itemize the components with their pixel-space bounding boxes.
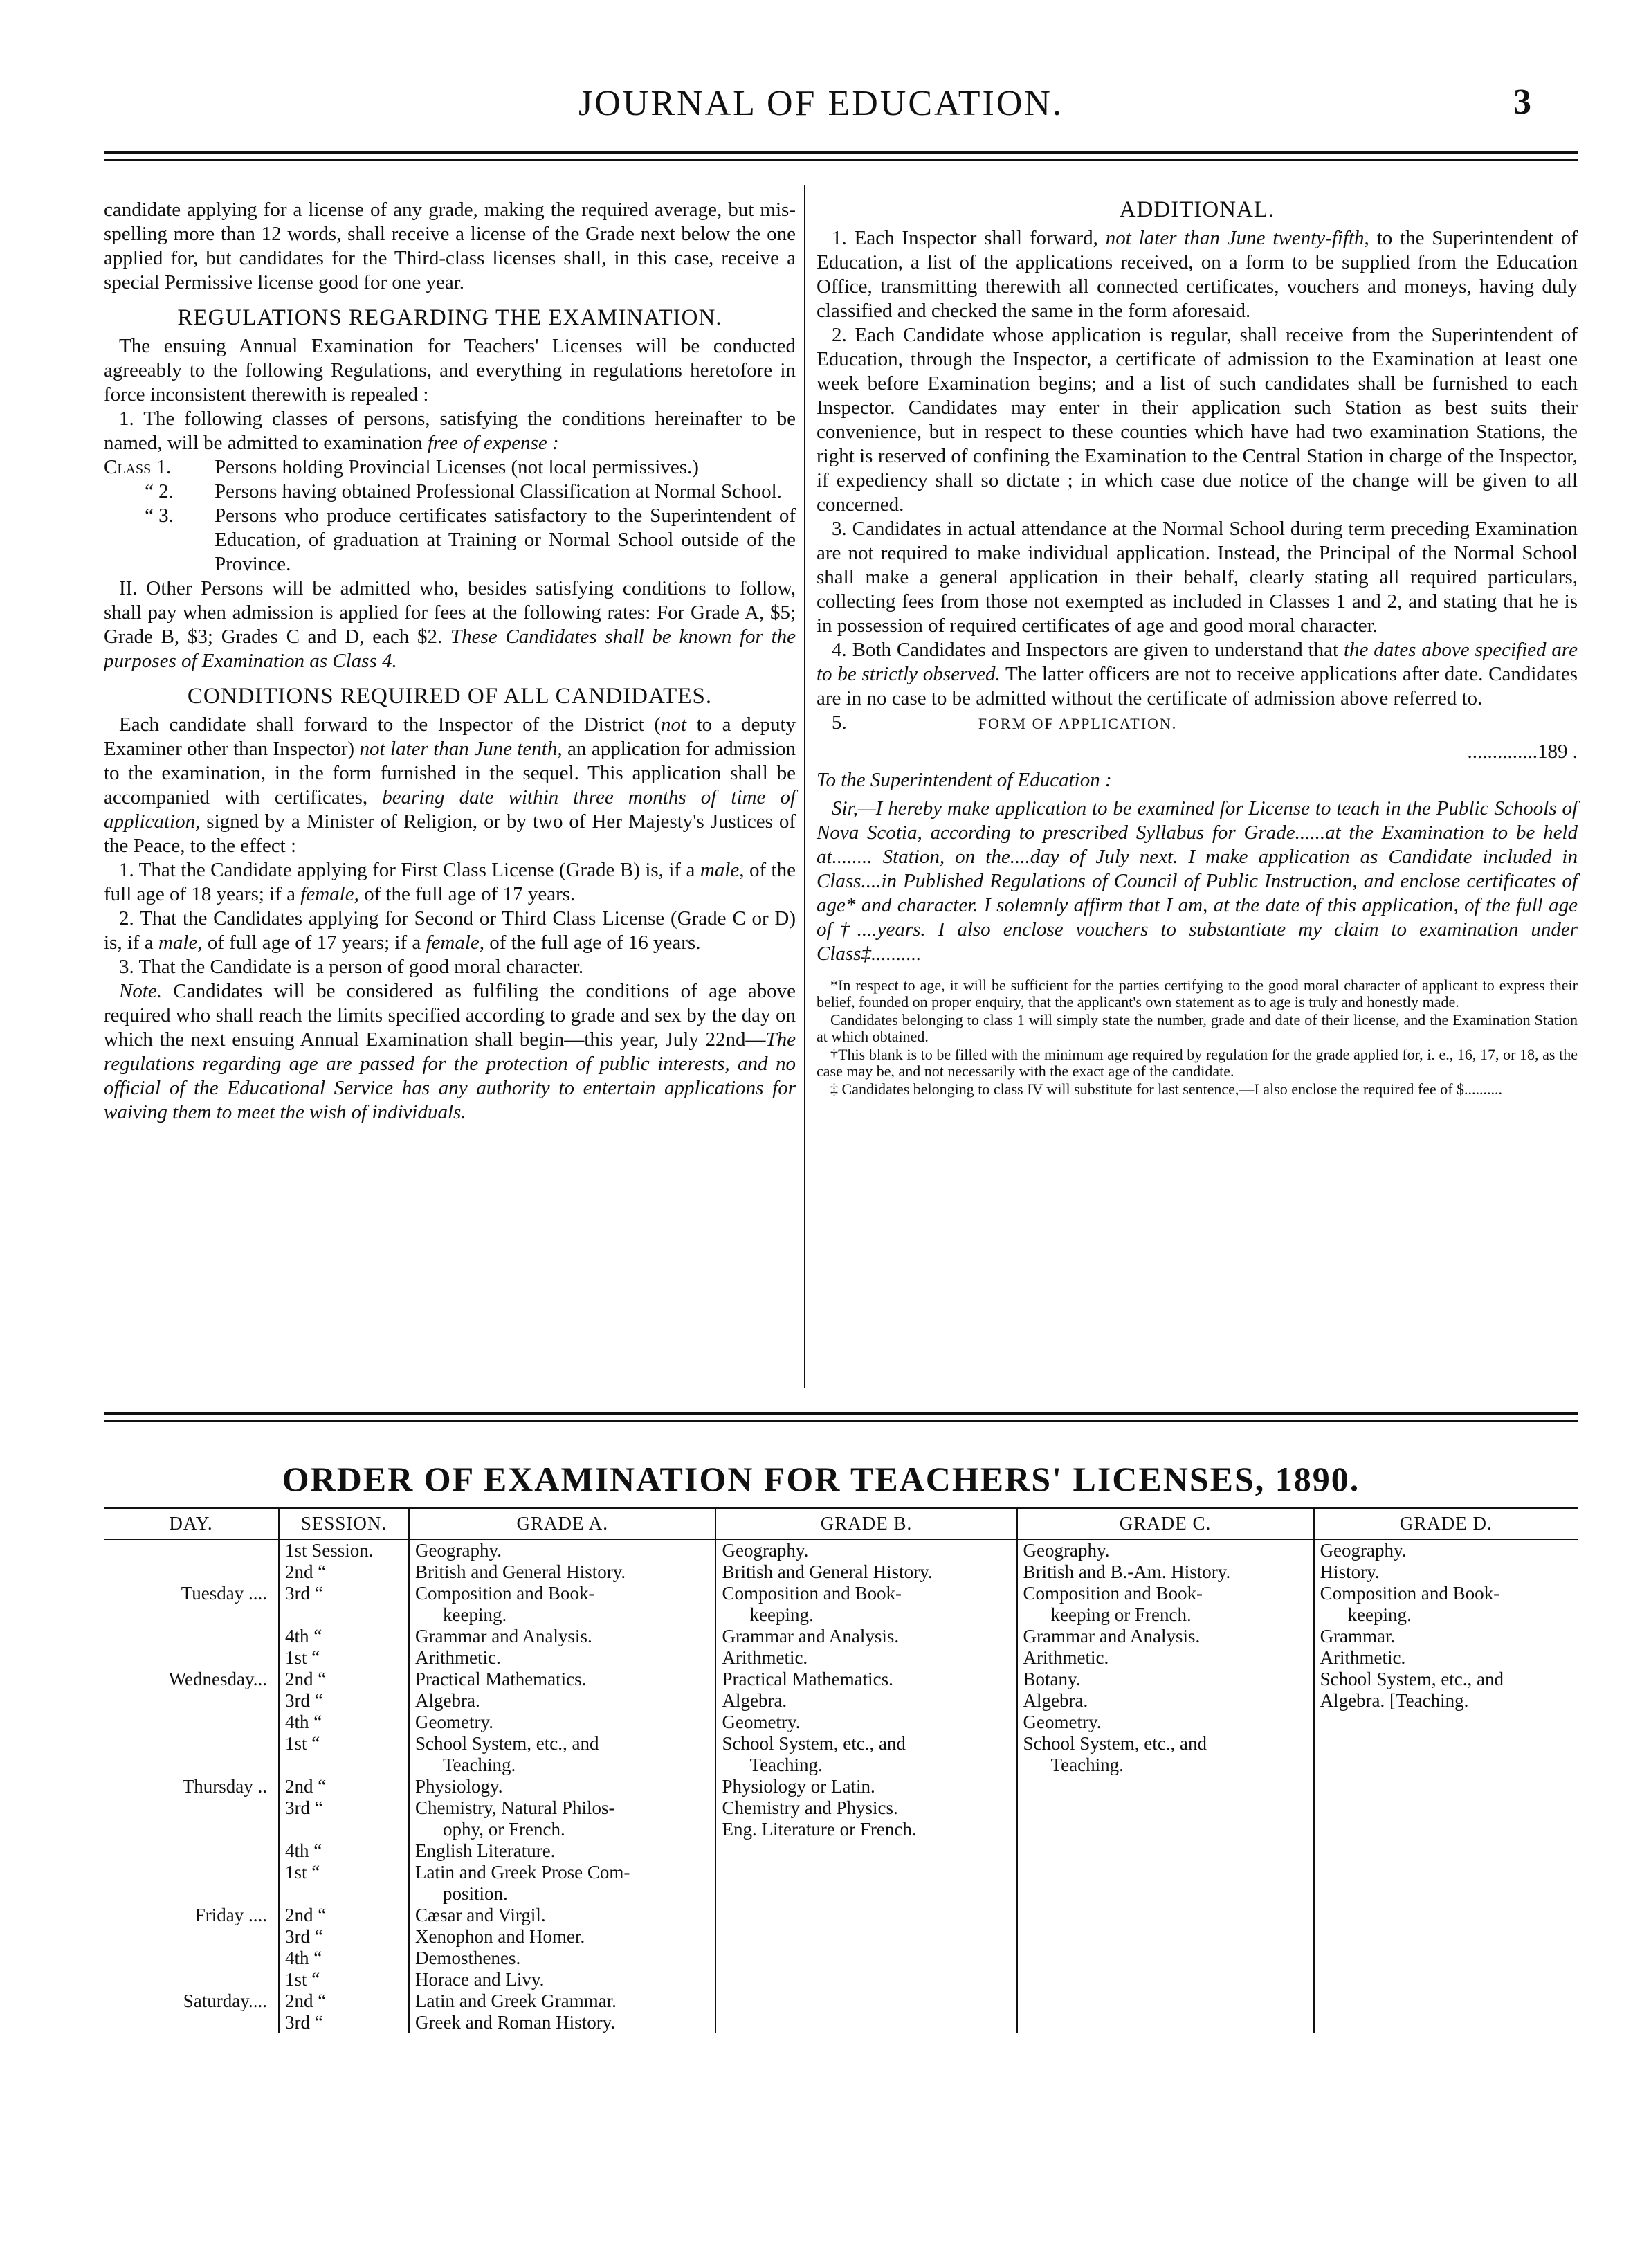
column-header-grade-c: GRADE C. [1017,1508,1314,1539]
regulations-paragraph: The ensuing Annual Examination for Teachers' Licenses will be conducted agreeably to the following Regulations, and everything in regulations heretofore in force inconsistent therewith is repealed : [104,335,796,406]
grade-c-cell [1017,1969,1314,2033]
schedule-rule-thin [104,1420,1578,1422]
subject-entry: School System, etc., and [1320,1669,1504,1689]
grade-a-cell [409,1862,715,1969]
additional-item-2: 2. Each Candidate whose application is regular, shall receive from the Superintendent of Education, through the Inspector, a certificate of admission to the Examination at least one week before Examination begins; and a list of such candidates shall be furnished to each Inspector. Candidates may enter in their application such Station as best suits their convenience, but in respect to these counties which have had two examination Stations, the right is reserved of confining the Examination to the Central Station in charge of the Inspector, if expediency shall so dictate ; in which case due notice of the change will be given to all concerned. [817,324,1578,516]
session-label [285,1754,403,1776]
session-label: 3rd “ [285,1690,323,1711]
session-cell [279,1862,409,1969]
session-label: 2nd “ [285,1990,327,2011]
schedule-rule [104,1412,1578,1415]
subject-entry: British and B.-Am. History. [1023,1561,1231,1582]
subject-entry: Xenophon and Homer. [415,1926,585,1947]
session-label: 2nd “ [285,1669,327,1689]
subject-entry: Algebra. [722,1690,787,1711]
day-cell [104,1733,279,1862]
grade-c-cell [1017,1733,1314,1862]
subject-entry: Composition and Book- [1320,1583,1500,1604]
regulations-item-1: 1. The following classes of persons, satisfying the conditions hereinafter to be named, will be admitted to examination free of expense : [104,408,796,454]
regulations-item-2: II. Other Persons will be admitted who, besides satisfying conditions to follow, shall pay when admission is applied for fees at the following rates: For Grade A, $5; Grade B, $3; Grades C and D, each $2. These Candidates shall be known for the purposes of Examination as Class 4. [104,577,796,672]
column-header-grade-a: GRADE A. [409,1508,715,1539]
session-label: 3rd “ [285,2012,323,2033]
subject-entry: School System, etc., and [1023,1733,1207,1754]
subject-entry: keeping or French. [1050,1604,1192,1625]
session-label: 4th “ [285,1626,322,1646]
footnotes [817,977,1578,1098]
subject-entry: Grammar and Analysis. [1023,1626,1201,1646]
day-cell [104,1969,279,2033]
subject-entry: Demosthenes. [415,1948,521,1968]
session-label [285,1883,403,1905]
subject-entry: ophy, or French. [443,1819,565,1840]
session-cell [279,1969,409,2033]
conditions-heading: CONDITIONS REQUIRED OF ALL CANDIDATES. [187,684,713,709]
footnote-age: *In respect to age, it will be sufficient for the parties certifying to the good moral character of applicant to express their belief, founded on proper enquiry, that the applicant's own statement as to age is truly and honestly made. [817,977,1578,1010]
form-addressee: To the Superintendent of Education : [817,769,1112,791]
note-paragraph: Note. Candidates will be considered as fulfiling the conditions of age above required who shall reach the limits specified according to grade and sex by the day on which the next ensuing Annual Examination shall begin—this year, July 22nd—The regulations regarding age are passed for the protection of public interests, and no official of the Educational Service has any authority to entertain applications for waiving them to meet the wish of individuals. [104,980,796,1123]
grade-d-cell [1314,1539,1578,1647]
column-header-session: SESSION. [279,1508,409,1539]
subject-entry: Eng. Literature or French. [722,1819,917,1840]
footnote-class-1: Candidates belonging to class 1 will simply state the number, grade and date of their license, and the Examination Station at which obtained. [817,1011,1578,1045]
schedule-body [104,1539,1578,2033]
schedule-day-row [104,1539,1578,1647]
header-rule-thin [104,159,1578,161]
journal-title: JOURNAL OF EDUCATION. [578,84,1064,123]
subject-entry: Practical Mathematics. [722,1669,893,1689]
schedule-day-row [104,1862,1578,1969]
day-label: Friday .... [194,1905,267,1925]
column-divider [804,185,805,1388]
condition-2: 2. That the Candidates applying for Second or Third Class License (Grade C or D) is, if a male, of full age of 17 years; if a female, of the full age of 16 years. [104,907,796,954]
session-label: 2nd “ [285,1776,327,1797]
subject-entry: Algebra. [415,1690,480,1711]
subject-entry: Teaching. [443,1754,516,1775]
form-date-line: ..............189 . [1467,741,1578,763]
subject-entry: School System, etc., and [722,1733,906,1754]
footnote-minimum-age: †This blank is to be filled with the minimum age required by regulation for the grade applied for, i. e., 16, 17, or 18, as the case may be, and not necessarily with the exact age of the candidate. [817,1046,1578,1080]
subject-entry: Arithmetic. [1023,1647,1109,1668]
schedule-day-row [104,1969,1578,2033]
session-label: 3rd “ [285,1583,323,1604]
day-label: Tuesday .... [181,1583,267,1604]
subject-entry: keeping. [1347,1604,1412,1625]
subject-entry: Grammar. [1320,1626,1396,1646]
subject-entry: Grammar and Analysis. [415,1626,592,1646]
grade-d-cell [1314,1969,1578,2033]
day-label: Wednesday... [168,1669,267,1689]
grade-c-cell [1017,1862,1314,1969]
header-rule [104,151,1578,154]
grade-d-cell [1314,1733,1578,1862]
subject-entry: Arithmetic. [722,1647,808,1668]
session-cell [279,1539,409,1647]
additional-item-5: 5. FORM OF APPLICATION. [832,711,1178,734]
subject-entry: Teaching. [1050,1754,1124,1775]
intro-paragraph: candidate applying for a license of any grade, making the required average, but mis-spelling more than 12 words, shall receive a license of the Grade next below the one applied for, but candidates for the Third-class licenses shall, in this case, receive a special Permissive license good for one year. [104,199,796,293]
session-label: 2nd “ [285,1905,327,1925]
session-label: 4th “ [285,1712,322,1732]
column-header-day: DAY. [104,1508,279,1539]
additional-item-3: 3. Candidates in actual attendance at the Normal School during term preceding Examination are not required to make individual application. Instead, the Principal of the Normal School shall make a general application in their behalf, clearly stating all required particulars, collecting fees from those not exempted as included in Classes 1 and 2, and stating that he is in possession of required certificates of age and good moral character. [817,518,1578,637]
subject-entry: Grammar and Analysis. [722,1626,900,1646]
grade-b-cell [715,1539,1016,1647]
subject-entry: Arithmetic. [1320,1647,1406,1668]
subject-entry: Composition and Book- [722,1583,902,1604]
subject-entry: Physiology or Latin. [722,1776,875,1797]
grade-d-cell [1314,1862,1578,1969]
session-label: 1st “ [285,1862,320,1883]
subject-entry: Chemistry, Natural Philos- [415,1797,615,1818]
class-2-item: “ 2. Persons having obtained Professional Classification at Normal School. [145,480,782,502]
subject-entry: School System, etc., and [415,1733,599,1754]
session-label: 1st Session. [285,1540,374,1561]
subject-entry: British and General History. [722,1561,933,1582]
subject-entry: Greek and Roman History. [415,2012,616,2033]
day-cell [104,1647,279,1733]
schedule-table [104,1507,1578,2033]
session-label [285,1604,403,1626]
page-number: 3 [1513,82,1531,122]
subject-entry: History. [1320,1561,1380,1582]
subject-entry: Geography. [722,1540,809,1561]
session-label: 4th “ [285,1840,322,1861]
day-cell [104,1539,279,1647]
session-label: 2nd “ [285,1561,327,1582]
subject-entry: Practical Mathematics. [415,1669,587,1689]
grade-c-cell [1017,1539,1314,1647]
session-label: 1st “ [285,1733,320,1754]
subject-entry: keeping. [443,1604,507,1625]
class-1-item: Class 1. Persons holding Provincial Licenses (not local permissives.) [104,456,699,478]
grade-d-cell [1314,1647,1578,1733]
schedule-header-row [104,1508,1578,1539]
class-3-item: “ 3. Persons who produce certificates satisfactory to the Superintendent of Education, of graduation at Training or Normal School outside of the Province. [145,505,796,575]
subject-entry: Chemistry and Physics. [722,1797,898,1818]
schedule-day-row [104,1647,1578,1733]
session-label: 3rd “ [285,1797,323,1818]
subject-entry: Physiology. [415,1776,503,1797]
subject-entry: Horace and Livy. [415,1969,545,1990]
day-label: Thursday .. [182,1776,267,1797]
subject-entry: Geometry. [415,1712,493,1732]
session-label: 3rd “ [285,1926,323,1947]
subject-entry: Latin and Greek Grammar. [415,1990,617,2011]
grade-b-cell [715,1647,1016,1733]
subject-entry: Geography. [1320,1540,1407,1561]
form-body: Sir,—I hereby make application to be examined for License to teach in the Public Schools of Nova Scotia, according to prescribed Syllabus for Grade......at the Examination to be held at........ Station, on the....day of July next. I make application as Candidate included in Class....in Published Regulations of Council of Public Instruction, and enclose certificates of age* and character. I solemnly affirm that I am, at the date of this application, of the full age of†....years. I also enclose vouchers to substantiate my claim to examination under Class‡.......... [817,797,1578,965]
day-label: Saturday.... [183,1990,267,2011]
subject-entry: British and General History. [415,1561,626,1582]
regulations-heading: REGULATIONS REGARDING THE EXAMINATION. [177,305,722,330]
subject-entry: Geography. [1023,1540,1110,1561]
footnote-class-4: ‡ Candidates belonging to class IV will substitute for last sentence,—I also enclose the required fee of $.......... [830,1080,1503,1098]
additional-item-1: 1. Each Inspector shall forward, not later than June twenty-fifth, to the Superintendent of Education, a list of the applications received, on a form to be supplied from the Education Office, transmitting therewith all connected certificates, vouchers and moneys, having duly classified and checked the same in the form aforesaid. [817,227,1578,322]
condition-3: 3. That the Candidate is a person of good moral character. [119,956,584,978]
schedule-title: ORDER OF EXAMINATION FOR TEACHERS' LICENSES, 1890. [282,1460,1360,1498]
session-label: 1st “ [285,1969,320,1990]
subject-entry: Botany. [1023,1669,1081,1689]
column-header-grade-b: GRADE B. [715,1508,1016,1539]
grade-b-cell [715,1969,1016,2033]
subject-entry: Teaching. [749,1754,823,1775]
subject-entry: keeping. [749,1604,814,1625]
grade-a-cell [409,1539,715,1647]
right-column [817,198,1578,1099]
subject-entry: English Literature. [415,1840,556,1861]
session-label [285,1819,403,1840]
schedule-day-row [104,1733,1578,1862]
subject-entry: Cæsar and Virgil. [415,1905,546,1925]
grade-b-cell [715,1862,1016,1969]
grade-a-cell [409,1733,715,1862]
subject-entry: Geometry. [1023,1712,1102,1732]
subject-entry: Composition and Book- [415,1583,595,1604]
additional-heading: ADDITIONAL. [1119,197,1275,222]
column-header-grade-d: GRADE D. [1314,1508,1578,1539]
grade-b-cell [715,1733,1016,1862]
session-cell [279,1647,409,1733]
subject-entry: Composition and Book- [1023,1583,1203,1604]
subject-entry: Geometry. [722,1712,801,1732]
subject-entry: Algebra. [1023,1690,1088,1711]
subject-entry: Latin and Greek Prose Com- [415,1862,630,1883]
grade-a-cell [409,1969,715,2033]
subject-entry: position. [443,1883,508,1904]
subject-entry: Arithmetic. [415,1647,501,1668]
grade-c-cell [1017,1647,1314,1733]
condition-1: 1. That the Candidate applying for First Class License (Grade B) is, if a male, of the full age of 18 years; if a female, of the full age of 17 years. [104,859,796,905]
left-column [104,198,796,1125]
grade-a-cell [409,1647,715,1733]
conditions-paragraph: Each candidate shall forward to the Inspector of the District (not to a deputy Examiner other than Inspector) not later than June tenth, an application for admission to the examination, in the form furnished in the sequel. This application shall be accompanied with certificates, bearing date within three months of time of application, signed by a Minister of Religion, or by two of Her Majesty's Justices of the Peace, to the effect : [104,714,796,857]
additional-item-4: 4. Both Candidates and Inspectors are given to understand that the dates above specified are to be strictly observed. The latter officers are not to receive applications after date. Candidates are in no case to be admitted without the certificate of admission above referred to. [817,639,1578,709]
session-cell [279,1733,409,1862]
day-cell [104,1862,279,1969]
session-label: 1st “ [285,1647,320,1668]
subject-entry: Geography. [415,1540,502,1561]
session-label: 4th “ [285,1948,322,1968]
subject-entry: Algebra. [Teaching. [1320,1690,1469,1711]
